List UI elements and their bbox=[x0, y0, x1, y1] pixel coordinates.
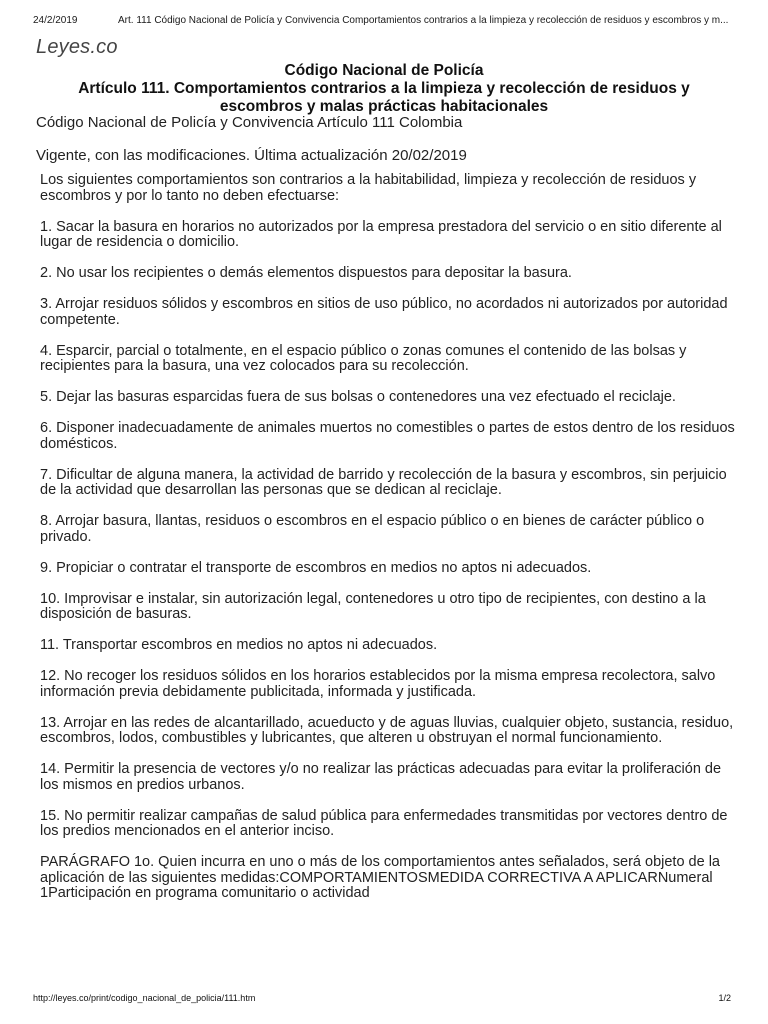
document-subtitle: Código Nacional de Policía y Convivencia Artículo 111 Colombia bbox=[36, 114, 463, 131]
print-header bbox=[33, 15, 735, 27]
item-1: 1. Sacar la basura en horarios no autorizados por la empresa prestadora del servicio o en sitio diferente al lugar de residencia o domicilio. bbox=[40, 218, 722, 250]
item-8: 8. Arrojar basura, llantas, residuos o escombros en el espacio público o en bienes de carácter público o privado. bbox=[40, 513, 705, 545]
paragraph-1o: PARÁGRAFO 1o. Quien incurra en uno o más de los comportamientos antes señalados, será objeto de la aplicación de las siguientes medidas:COMPORTAMIENTOSMEDIDA CORRECTIVA A APLICARNumeral 1Participación en programa comunitario o actividad bbox=[40, 854, 720, 901]
footer-page-number: 1/2 bbox=[718, 993, 731, 1003]
item-2: 2. No usar los recipientes o demás elementos dispuestos para depositar la basura. bbox=[40, 265, 572, 281]
print-date: 24/2/2019 bbox=[33, 15, 78, 26]
document-status: Vigente, con las modificaciones. Última actualización 20/02/2019 bbox=[36, 147, 467, 164]
code-name: Código Nacional de Policía bbox=[284, 62, 484, 79]
item-14: 14. Permitir la presencia de vectores y/o no realizar las prácticas adecuadas para evitar la proliferación de los mismos en predios urbanos. bbox=[40, 761, 722, 793]
article-title-line-1: Artículo 111. Comportamientos contrarios a la limpieza y recolección de residuos y bbox=[78, 80, 690, 97]
print-footer bbox=[33, 993, 735, 1004]
item-12: 12. No recoger los residuos sólidos en los horarios establecidos por la misma empresa recolectora, salvo información previa debidamente publicitada, informada y justificada. bbox=[40, 668, 716, 700]
item-3: 3. Arrojar residuos sólidos y escombros en sitios de uso público, no acordados ni autorizados por autoridad competente. bbox=[40, 296, 728, 328]
item-6: 6. Disponer inadecuadamente de animales muertos no comestibles o partes de estos dentro de los residuos domésticos. bbox=[40, 420, 735, 452]
item-5: 5. Dejar las basuras esparcidas fuera de sus bolsas o contenedores una vez efectuado el reciclaje. bbox=[40, 389, 676, 405]
item-13: 13. Arrojar en las redes de alcantarillado, acueducto y de aguas lluvias, cualquier objeto, sustancia, residuo, escombros, lodos, combustibles y lubricantes, que alteren u obstruyan el normal funcionamiento. bbox=[40, 714, 734, 746]
item-15: 15. No permitir realizar campañas de salud pública para enfermedades transmitidas por vectores dentro de los predios mencionados en el anterior inciso. bbox=[40, 807, 728, 839]
print-page-title: Art. 111 Código Nacional de Policía y Convivencia Comportamientos contrarios a la limpieza y recolección de residuos y escombros y m... bbox=[118, 15, 729, 26]
item-11: 11. Transportar escombros en medios no aptos ni adecuados. bbox=[40, 637, 438, 653]
item-4: 4. Esparcir, parcial o totalmente, en el espacio público o zonas comunes el contenido de las bolsas y recipientes para la basura, una vez colocados para su recolección. bbox=[40, 342, 687, 374]
item-7: 7. Dificultar de alguna manera, la actividad de barrido y recolección de la basura y escombros, sin perjuicio de la actividad que desarrollan las personas que se dedican al reciclaje. bbox=[40, 466, 727, 498]
article-title-line-2: escombros y malas prácticas habitacionales bbox=[219, 98, 549, 115]
footer-url: http://leyes.co/print/codigo_nacional_de_policia/111.htm bbox=[33, 993, 256, 1003]
site-logo-text: Leyes.co bbox=[36, 36, 118, 58]
article-body bbox=[40, 173, 740, 902]
item-10: 10. Improvisar e instalar, sin autorización legal, contenedores u otro tipo de recipientes, con destino a la disposición de basuras. bbox=[40, 590, 706, 622]
document-title bbox=[20, 62, 748, 116]
item-9: 9. Propiciar o contratar el transporte de escombros en medios no aptos ni adecuados. bbox=[40, 559, 592, 576]
intro-paragraph: Los siguientes comportamientos son contrarios a la habitabilidad, limpieza y recolección de residuos y escombros y por lo tanto no deben efectuarse: bbox=[40, 172, 697, 204]
